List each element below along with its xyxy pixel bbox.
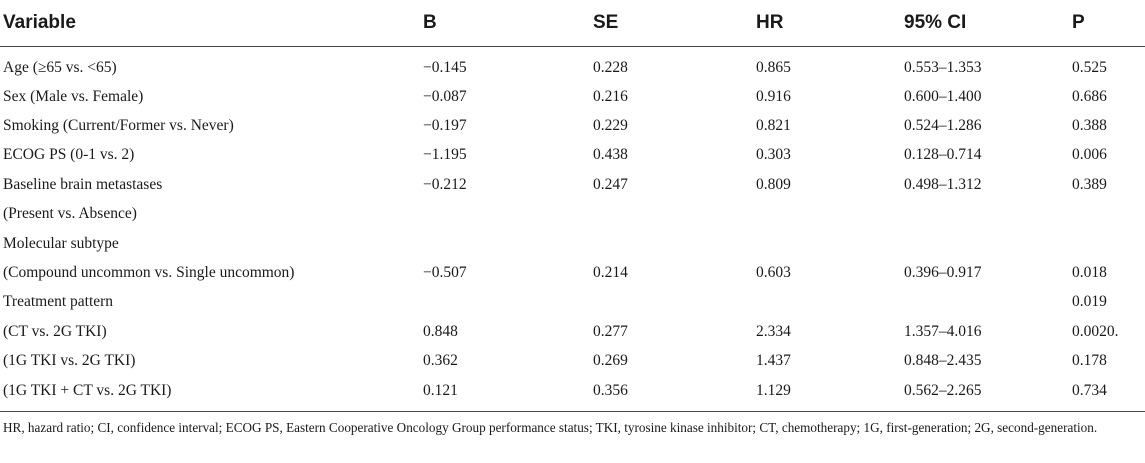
cell-p: 0.388 — [1072, 117, 1107, 135]
cell-p: 0.525 — [1072, 58, 1107, 76]
cell-b: −0.197 — [423, 117, 467, 135]
cell-ci: 0.553–1.353 — [904, 58, 982, 76]
cell-p: 0.019 — [1072, 293, 1107, 311]
cell-se: 0.438 — [593, 146, 628, 164]
table-row — [0, 288, 1145, 317]
cell-ci: 0.524–1.286 — [904, 117, 982, 135]
cell-hr — [756, 200, 904, 229]
cell-p — [1072, 200, 1145, 229]
cell-variable: Smoking (Current/Former vs. Never) — [3, 117, 234, 135]
cell-variable: (1G TKI vs. 2G TKI) — [3, 352, 136, 370]
cell-p: 0.389 — [1072, 175, 1107, 193]
cell-se — [593, 288, 756, 317]
cell-ci: 0.848–2.435 — [904, 352, 982, 370]
cell-hr: 0.916 — [756, 87, 791, 105]
cell-p: 0.686 — [1072, 87, 1107, 105]
cell-b — [423, 288, 593, 317]
cell-se: 0.269 — [593, 352, 628, 370]
cell-ci — [904, 229, 1072, 258]
cell-variable: Age (≥65 vs. <65) — [3, 58, 117, 76]
cell-variable: Baseline brain metastases — [3, 175, 163, 193]
cell-variable: ECOG PS (0-1 vs. 2) — [3, 146, 135, 164]
cell-hr: 0.809 — [756, 175, 791, 193]
header-row — [0, 0, 1145, 47]
table-row — [0, 170, 1145, 199]
cell-ci: 0.128–0.714 — [904, 146, 982, 164]
header-se: SE — [593, 0, 756, 47]
cell-b — [423, 229, 593, 258]
cell-p: 0.734 — [1072, 381, 1107, 399]
cell-variable: (1G TKI + CT vs. 2G TKI) — [3, 381, 172, 399]
cell-ci: 1.357–4.016 — [904, 322, 982, 340]
table-row — [0, 47, 1145, 83]
cell-ci: 0.396–0.917 — [904, 264, 982, 282]
cell-se: 0.277 — [593, 322, 628, 340]
cell-se — [593, 200, 756, 229]
cell-hr: 0.603 — [756, 264, 791, 282]
cell-se: 0.247 — [593, 175, 628, 193]
cell-p: 0.178 — [1072, 352, 1107, 370]
cell-se: 0.228 — [593, 58, 628, 76]
cell-se: 0.216 — [593, 87, 628, 105]
cell-b: −0.145 — [423, 58, 467, 76]
cell-variable: Sex (Male vs. Female) — [3, 87, 144, 105]
cell-hr: 0.303 — [756, 146, 791, 164]
cell-p: 0.006 — [1072, 146, 1107, 164]
table-row — [0, 200, 1145, 229]
table-row — [0, 258, 1145, 287]
cell-b: −0.212 — [423, 175, 467, 193]
cell-se: 0.356 — [593, 381, 628, 399]
table-row — [0, 317, 1145, 346]
cell-se: 0.214 — [593, 264, 628, 282]
header-b: B — [423, 0, 593, 47]
cell-b: 0.848 — [423, 322, 458, 340]
cell-hr: 0.865 — [756, 58, 791, 76]
cell-b — [423, 200, 593, 229]
cell-b: −0.507 — [423, 264, 467, 282]
table-body — [0, 47, 1145, 412]
cell-variable: Treatment pattern — [3, 293, 114, 311]
cell-variable: (CT vs. 2G TKI) — [3, 322, 107, 340]
table-row — [0, 141, 1145, 170]
header-ci: 95% CI — [904, 0, 1072, 47]
table-row — [0, 229, 1145, 258]
table-row — [0, 111, 1145, 140]
cell-hr: 1.129 — [756, 381, 791, 399]
cell-b: 0.121 — [423, 381, 458, 399]
table-footnote: HR, hazard ratio; CI, confidence interval; ECOG PS, Eastern Cooperative Oncology Group performance status; TKI, tyrosine kinase inhibitor; CT, chemotherapy; 1G, first-generation; 2G, second-generation. — [3, 420, 1098, 435]
cell-hr — [756, 288, 904, 317]
cell-b: 0.362 — [423, 352, 458, 370]
cell-variable: (Present vs. Absence) — [3, 205, 137, 223]
cell-p — [1072, 229, 1145, 258]
header-p: P — [1072, 0, 1145, 47]
cell-ci: 0.498–1.312 — [904, 175, 982, 193]
cell-hr: 0.821 — [756, 117, 791, 135]
table-header — [0, 0, 1145, 47]
cell-hr — [756, 229, 904, 258]
cell-variable: (Compound uncommon vs. Single uncommon) — [3, 264, 295, 282]
cell-ci: 0.562–2.265 — [904, 381, 982, 399]
cell-p: 0.0020. — [1072, 322, 1119, 340]
cell-ci — [904, 200, 1072, 229]
table-row — [0, 347, 1145, 376]
cell-ci — [904, 288, 1072, 317]
cell-se: 0.229 — [593, 117, 628, 135]
header-hr: HR — [756, 0, 904, 47]
table-row — [0, 376, 1145, 412]
cell-p: 0.018 — [1072, 264, 1107, 282]
cell-ci: 0.600–1.400 — [904, 87, 982, 105]
table-row — [0, 82, 1145, 111]
header-variable: Variable — [0, 0, 423, 47]
cell-variable: Molecular subtype — [3, 234, 119, 252]
cell-hr: 1.437 — [756, 352, 791, 370]
cell-se — [593, 229, 756, 258]
cell-b: −1.195 — [423, 146, 467, 164]
cell-hr: 2.334 — [756, 322, 791, 340]
cell-b: −0.087 — [423, 87, 467, 105]
